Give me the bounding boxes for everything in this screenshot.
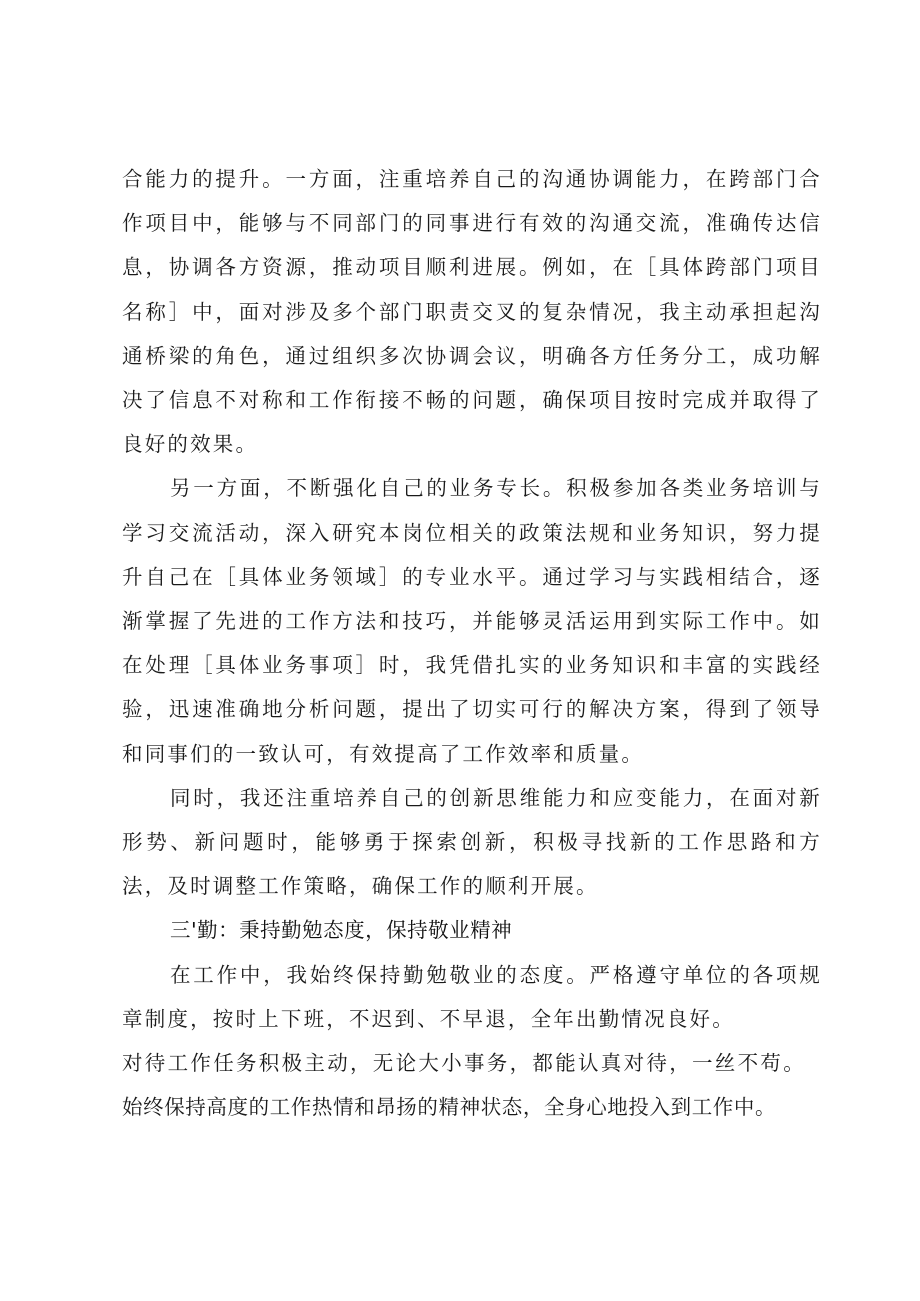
paragraph-diligence: 在工作中，我始终保持勤勉敬业的态度。严格遵守单位的各项规章制度，按时上下班，不迟到、不早退，全年出勤情况良好。	[122, 962, 822, 1031]
section-heading: 三'勤：秉持勤勉态度，保持敬业精神	[170, 918, 513, 943]
paragraph-innovation: 同时，我还注重培养自己的创新思维能力和应变能力，在面对新形势、新问题时，能够勇于探索创新，积极寻找新的工作思路和方法，及时调整工作策略，确保工作的顺利开展。	[122, 785, 822, 899]
document-body	[122, 157, 822, 1129]
text-line-enthusiasm: 始终保持高度的工作热情和昂扬的精神状态，全身心地投入到工作中。	[122, 1095, 777, 1120]
text-line-work-attitude: 对待工作任务积极主动，无论大小事务，都能认真对待，一丝不苟。	[122, 1051, 806, 1076]
paragraph-business-expertise: 另一方面，不断强化自己的业务专长。积极参加各类业务培训与学习交流活动，深入研究本岗位相关的政策法规和业务知识，努力提升自己在［具体业务领域］的专业水平。通过学习与实践相结合，逐渐掌握了先进的工作方法和技巧，并能够灵活运用到实际工作中。如在处理［具体业务事项］时，我凭借扎实的业务知识和丰富的实践经验，迅速准确地分析问题，提出了切实可行的解决方案，得到了领导和同事们的一致认可，有效提高了工作效率和质量。	[122, 476, 822, 766]
paragraph-continued: 合能力的提升。一方面，注重培养自己的沟通协调能力，在跨部门合作项目中，能够与不同部门的同事进行有效的沟通交流，准确传达信息，协调各方资源，推动项目顺利进展。例如，在［具体跨部门项目名称］中，面对涉及多个部门职责交叉的复杂情况，我主动承担起沟通桥梁的角色，通过组织多次协调会议，明确各方任务分工，成功解决了信息不对称和工作衔接不畅的问题，确保项目按时完成并取得了良好的效果。	[122, 167, 822, 457]
